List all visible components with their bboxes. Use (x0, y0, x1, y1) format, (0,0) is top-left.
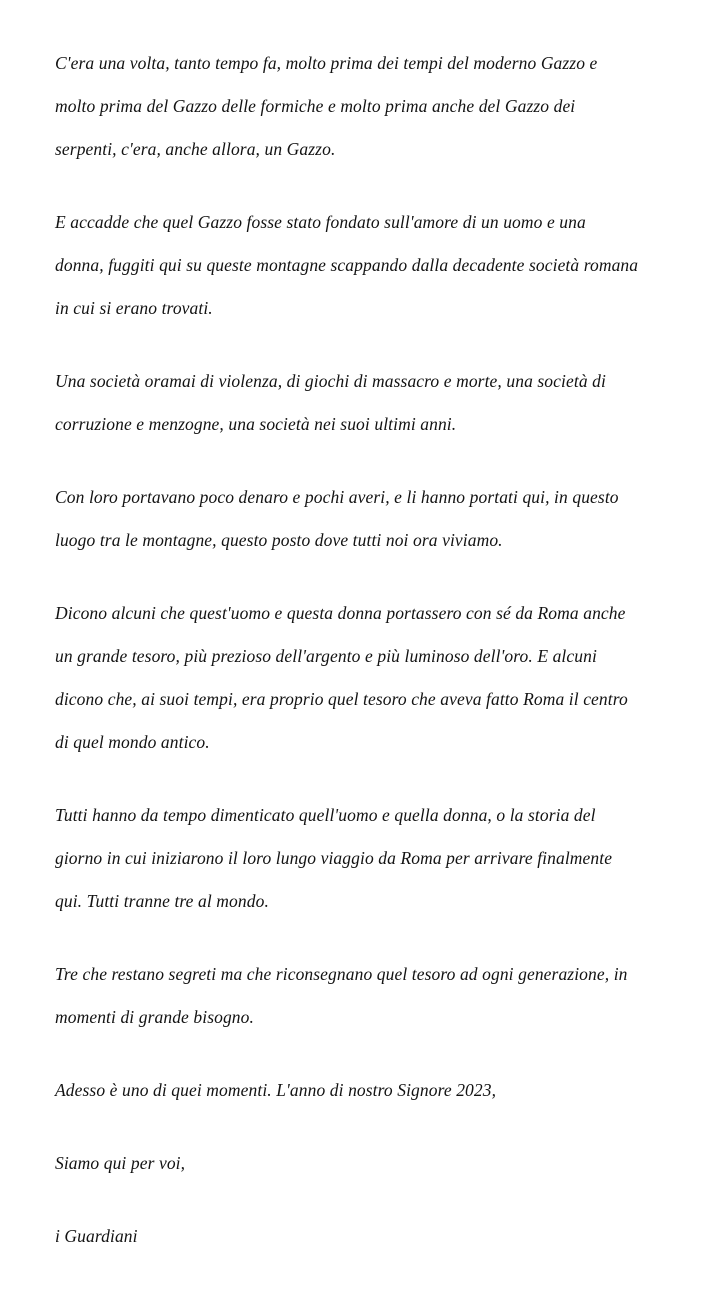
text-line: dicono che, ai suoi tempi, era proprio quel tesoro che aveva fatto Roma il centro (55, 689, 628, 709)
text-line: Una società oramai di violenza, di giochi di massacro e morte, una società di (55, 371, 606, 391)
paragraph-9-salutation (55, 1142, 687, 1185)
text-line: Con loro portavano poco denaro e pochi averi, e li hanno portati qui, in questo (55, 487, 619, 507)
paragraph-10-signature (55, 1215, 687, 1258)
text-line: giorno in cui iniziarono il loro lungo viaggio da Roma per arrivare finalmente (55, 848, 613, 868)
text-line: momenti di grande bisogno. (55, 1007, 254, 1027)
paragraph-2 (55, 201, 687, 330)
paragraph-4 (55, 476, 687, 562)
text-line: un grande tesoro, più prezioso dell'argento e più luminoso dell'oro. E alcuni (55, 646, 597, 666)
text-line: serpenti, c'era, anche allora, un Gazzo. (55, 139, 336, 159)
text-line: C'era una volta, tanto tempo fa, molto prima dei tempi del moderno Gazzo e (55, 53, 598, 73)
paragraph-3 (55, 360, 687, 446)
text-line: in cui si erano trovati. (55, 298, 213, 318)
text-line: di quel mondo antico. (55, 732, 210, 752)
text-line: donna, fuggiti qui su queste montagne scappando dalla decadente società romana (55, 255, 639, 275)
paragraph-1 (55, 42, 687, 171)
text-line: Dicono alcuni che quest'uomo e questa donna portassero con sé da Roma anche (55, 603, 626, 623)
text-line: E accadde che quel Gazzo fosse stato fondato sull'amore di un uomo e una (55, 212, 586, 232)
text-line: molto prima del Gazzo delle formiche e molto prima anche del Gazzo dei (55, 96, 576, 116)
text-line: Tutti hanno da tempo dimenticato quell'uomo e quella donna, o la storia del (55, 805, 596, 825)
text-line: Tre che restano segreti ma che riconsegnano quel tesoro ad ogni generazione, in (55, 964, 628, 984)
text-line: qui. Tutti tranne tre al mondo. (55, 891, 269, 911)
paragraph-5 (55, 592, 687, 764)
text-line: luogo tra le montagne, questo posto dove tutti noi ora viviamo. (55, 530, 503, 550)
paragraph-6 (55, 794, 687, 923)
paragraph-7 (55, 953, 687, 1039)
text-line: corruzione e menzogne, una società nei suoi ultimi anni. (55, 414, 457, 434)
paragraph-8 (55, 1069, 687, 1112)
text-line: Adesso è uno di quei momenti. L'anno di nostro Signore 2023, (55, 1080, 497, 1100)
text-line: Siamo qui per voi, (55, 1153, 186, 1173)
text-line: i Guardiani (55, 1226, 138, 1246)
